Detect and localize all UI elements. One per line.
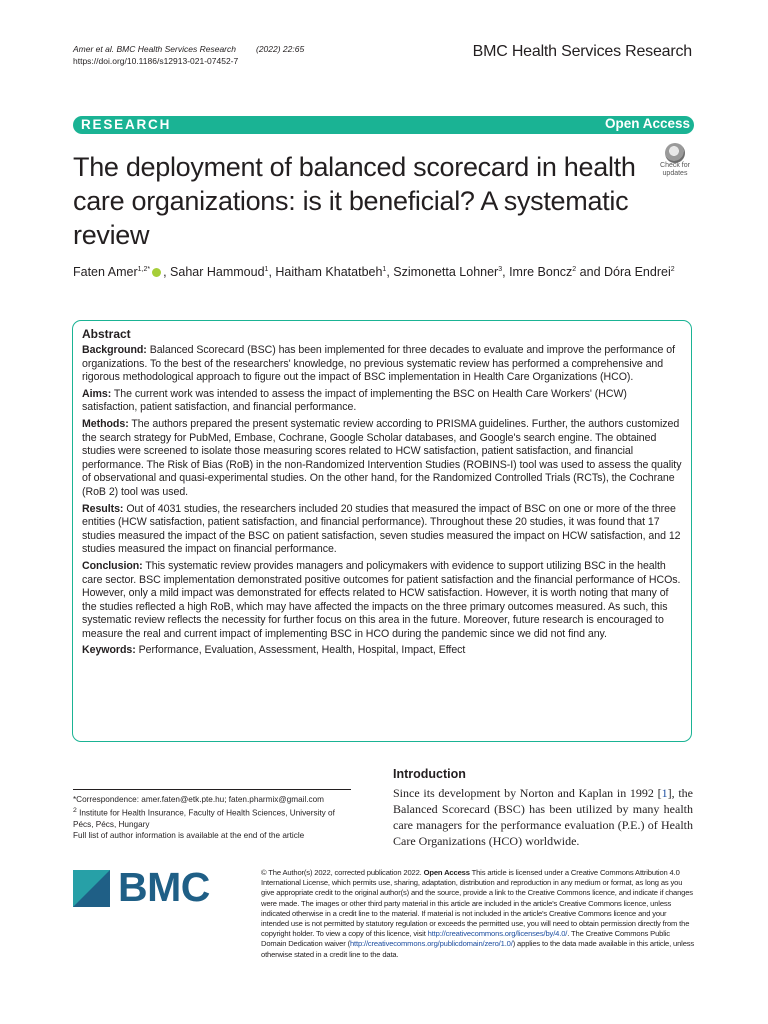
author-name[interactable]: Szimonetta Lohner [393, 265, 499, 279]
abstract-box [72, 320, 692, 742]
bmc-logo-text: BMC [118, 864, 210, 910]
footnotes [73, 794, 353, 841]
author-affiliation: 2 [670, 265, 675, 273]
affiliation-note: $^2$ Institute for Health Insurance, Faculty of Health Sciences, University of Pécs, Pécs, Hungary [73, 807, 335, 829]
citation-header [73, 43, 304, 67]
author-info-note: Full list of author information is available at the end of the article [73, 830, 305, 840]
bmc-logo-mark [73, 870, 110, 907]
public-domain-link[interactable]: http://creativecommons.org/publicdomain/zero/1.0/ [349, 939, 513, 949]
author-affiliation: 1,2* [137, 265, 151, 273]
abstract-heading: Abstract [82, 327, 131, 341]
correspondence[interactable]: *Correspondence: amer.faten@etk.pte.hu; faten.pharmix@gmail.com [73, 795, 325, 804]
author-affiliation: 2 [572, 265, 577, 273]
introduction-text: Since its development by Norton and Kaplan in 1992 [1], the Balanced Scorecard (BSC) has been utilized by many health care managers for the performance evaluation (P.E.) of Health Care Organizations (HCO) worldwide. [393, 786, 694, 848]
abstract-methods: Methods: The authors prepared the present systematic review according to PRISMA guidelines. Further, the authors customized the search strategy for PubMed, Embase, Cochrane, Google Scholar databases, and Google's search engine. The obtained studies were screened to isolate those measuring scores related to HCW satisfaction, patient satisfaction, and financial performance. The Risk of Bias (RoB) in the non-Randomized Intervention Studies (ROBINS-I) tool was used to assess the quality of observational and quasi-experimental studies. On the other hand, for the Randomized Controlled Trials (RCTs), the Cochrane (RoB 2) tool was used. [82, 417, 682, 498]
article-title: The deployment of balanced scorecard in health care organizations: is it beneficial? A systematic review [73, 152, 636, 250]
check-updates-label: Check for updates [660, 162, 690, 177]
author-affiliation: 1 [264, 265, 269, 273]
author-affiliation: 1 [382, 265, 387, 273]
reference-link[interactable]: 1 [661, 786, 668, 800]
author-affiliation: 3 [498, 265, 503, 273]
license-text: © The Author(s) 2022, corrected publication 2022. Open Access This article is licensed under a Creative Commons Attribution 4.0 International License, which permits use, sharing, adaptation, distribution and reproduction in any medium or format, as long as you give appropriate credit to the original author(s) and the source, provide a link to the Creative Commons licence, and indicate if changes were made. The images or other third party material in this article are included in the article's Creative Commons licence, unless indicated otherwise in a credit line to the material. If material is not included in the article's Creative Commons licence and your intended use is not permitted by statutory regulation or exceeds the permitted use, you will need to obtain permission directly from the copyright holder. To view a copy of this licence, visit http://creativecommons.org/licenses/by/4.0/. The Creative Commons Public Domain Dedication waiver (http://creativecommons.org/publicdomain/zero/1.0/) applies to the data made available in this article, unless otherwise stated in a credit line to the data. [261, 868, 695, 959]
author-list: Faten Amer$^{1,2*}$ , Sahar Hammoud$^1$, Haitham Khatatbeh$^1$, Szimonetta Lohner$^3$, Imre Boncz$^2$ and Dóra Endrei$^2$ [73, 265, 675, 279]
article-type-label: RESEARCH [81, 117, 172, 132]
author-name[interactable]: Faten Amer [73, 265, 138, 279]
author-name[interactable]: Haitham Khatatbeh [275, 265, 383, 279]
footnote-divider [73, 789, 351, 790]
author-name[interactable]: Dóra Endrei [604, 265, 671, 279]
abstract-background: Background: Balanced Scorecard (BSC) has been implemented for three decades to evaluate and improve the performance of organizations. To the best of the researchers' knowledge, no previous systematic review has performed a comprehensive and rigorous methodological approach to figure out the impact of BSC implementation in Health Care Organizations (HCO). [82, 344, 675, 384]
author-name[interactable]: Sahar Hammoud [170, 265, 265, 279]
doi-link[interactable]: https://doi.org/10.1186/s12913-021-07452-7 [73, 56, 239, 66]
journal-name: BMC Health Services Research [472, 43, 692, 60]
abstract-conclusion: Conclusion: This systematic review provides managers and policymakers with evidence to support utilizing BSC in the health care sector. BSC implementation demonstrated positive outcomes for patient satisfaction and the financial performance of HCOs. However, only a mild impact was demonstrated for effects related to HCW satisfaction. However, it is worth noting that many of the studies reflected a high RoB, which may have affected the impacts on the three primary outcomes measured. As such, this systematic review reflects the necessity for further focus on this area in the future. Moreover, future research is encouraged to measure the real and current impact of implementing BSC in HCO during the pandemic since we did not find any. [82, 559, 681, 640]
abstract-results: Results: Out of 4031 studies, the researchers included 20 studies that measured the impact of BSC on one or more of the three entities (HCW satisfaction, patient satisfaction, and financial performance). Throughout these 20 studies, it was found that 17 studies measured the impact of the BSC on patient satisfaction, seven studies measured the impact on HCW satisfaction, and 12 studies measured the impact on financial performance. [82, 502, 681, 556]
article-type-bar [73, 116, 694, 134]
introduction-heading: Introduction [393, 767, 466, 781]
citation-journal: Amer et al. BMC Health Services Research [73, 44, 236, 54]
orcid-icon[interactable] [152, 268, 161, 277]
author-name[interactable]: Imre Boncz [509, 265, 573, 279]
license-link[interactable]: http://creativecommons.org/licenses/by/4.0/ [427, 929, 568, 939]
check-for-updates-badge[interactable] [654, 140, 696, 182]
citation-year: (2022) 22:65 [255, 44, 305, 54]
abstract-aims: Aims: The current work was intended to assess the impact of implementing the BSC on Health Care Workers' (HCW) satisfaction, patient satisfaction, and financial performance. [82, 387, 627, 414]
check-updates-icon [665, 143, 685, 163]
bmc-logo [73, 864, 218, 912]
open-access-label: Open Access [604, 116, 690, 131]
abstract-keywords: Keywords: Performance, Evaluation, Assessment, Health, Hospital, Impact, Effect [82, 644, 466, 657]
